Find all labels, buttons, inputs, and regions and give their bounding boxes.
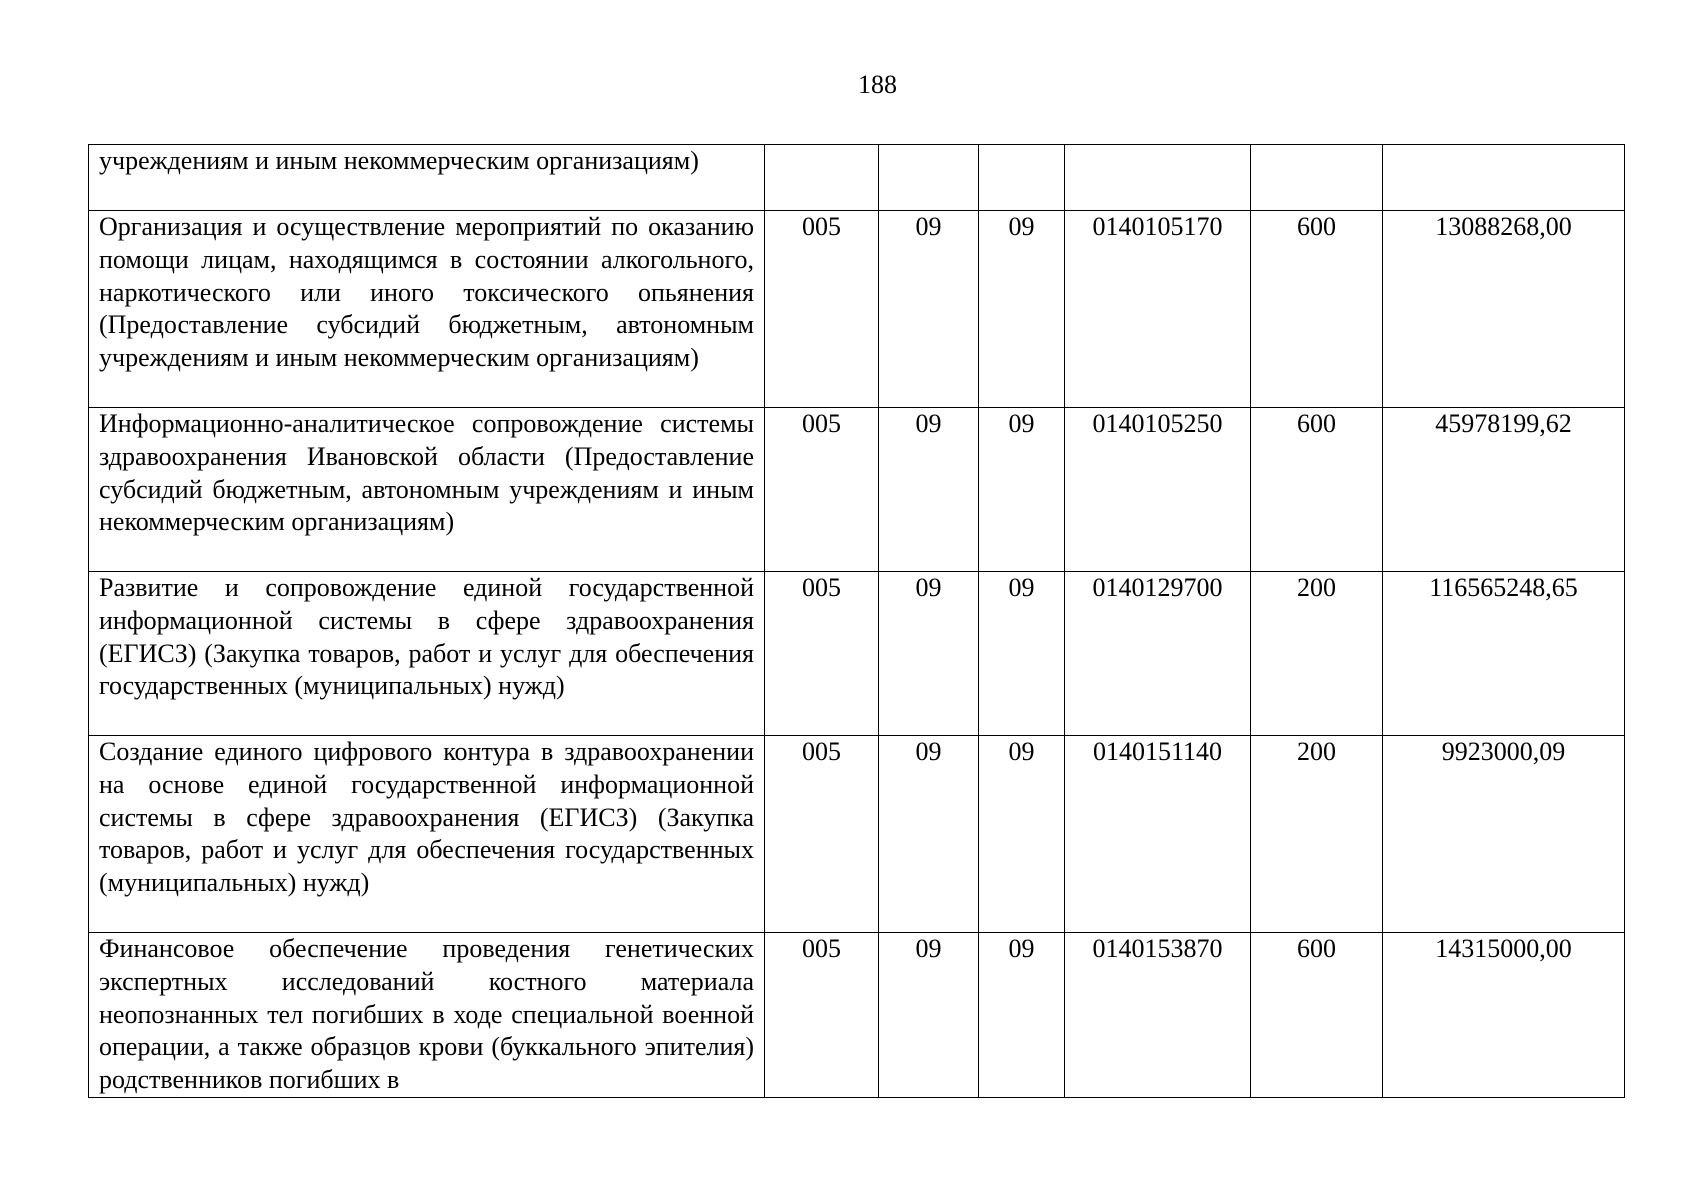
subsection-code-cell: 09 [979,933,1065,1098]
expense-type-cell: 600 [1251,408,1383,572]
table-row [89,211,1625,408]
expense-type-cell: 200 [1251,572,1383,736]
target-article-cell: 0140105250 [1065,408,1251,572]
expense-name-cell: Создание единого цифрового контура в здравоохранении на основе единой государственной информационной системы в сфере здравоохранения (ЕГИСЗ) (Закупка товаров, работ и услуг для обеспечения государственных (муниципальных) нужд) [89,736,765,933]
table-row [89,572,1625,736]
ministry-code-cell: 005 [765,736,879,933]
ministry-code-cell: 005 [765,211,879,408]
expense-name-cell: Финансовое обеспечение проведения генетических экспертных исследований костного материала неопознанных тел погибших в ходе специальной военной операции, а также образцов крови (буккального эпителия) родственников погибших в [89,933,765,1098]
target-article-cell: 0140153870 [1065,933,1251,1098]
target-article-cell: 0140129700 [1065,572,1251,736]
ministry-code-cell: 005 [765,572,879,736]
ministry-code-cell: 005 [765,933,879,1098]
section-code-cell: 09 [879,736,979,933]
ministry-code-cell: 005 [765,408,879,572]
expense-type-cell: 600 [1251,211,1383,408]
expense-name-cell: Развитие и сопровождение единой государственной информационной системы в сфере здравоохранения (ЕГИСЗ) (Закупка товаров, работ и услуг для обеспечения государственных (муниципальных) нужд) [89,572,765,736]
ministry-code-cell [765,145,879,211]
amount-cell: 9923000,09 [1383,736,1625,933]
target-article-cell: 0140105170 [1065,211,1251,408]
amount-cell: 45978199,62 [1383,408,1625,572]
expense-name-cell: Информационно-аналитическое сопровождение системы здравоохранения Ивановской области (Предоставление субсидий бюджетным, автономным учреждениям и иным некоммерческим организациям) [89,408,765,572]
amount-cell: 14315000,00 [1383,933,1625,1098]
amount-cell [1383,145,1625,211]
expense-type-cell [1251,145,1383,211]
table-row [89,145,1625,211]
section-code-cell: 09 [879,572,979,736]
subsection-code-cell [979,145,1065,211]
table-row [89,408,1625,572]
subsection-code-cell: 09 [979,408,1065,572]
table-row [89,736,1625,933]
budget-table [88,144,1625,1098]
expense-type-cell: 200 [1251,736,1383,933]
expense-name-cell: учреждениям и иным некоммерческим организациям) [89,145,765,211]
subsection-code-cell: 09 [979,736,1065,933]
amount-cell: 13088268,00 [1383,211,1625,408]
section-code-cell: 09 [879,933,979,1098]
page-number: 188 [858,70,897,99]
expense-type-cell: 600 [1251,933,1383,1098]
section-code-cell: 09 [879,408,979,572]
section-code-cell: 09 [879,211,979,408]
target-article-cell: 0140151140 [1065,736,1251,933]
expense-name-cell: Организация и осуществление мероприятий по оказанию помощи лицам, находящимся в состоянии алкогольного, наркотического или иного токсического опьянения (Предоставление субсидий бюджетным, автономным учреждениям и иным некоммерческим организациям) [89,211,765,408]
amount-cell: 116565248,65 [1383,572,1625,736]
subsection-code-cell: 09 [979,572,1065,736]
table-row [89,933,1625,1098]
target-article-cell [1065,145,1251,211]
subsection-code-cell: 09 [979,211,1065,408]
section-code-cell [879,145,979,211]
